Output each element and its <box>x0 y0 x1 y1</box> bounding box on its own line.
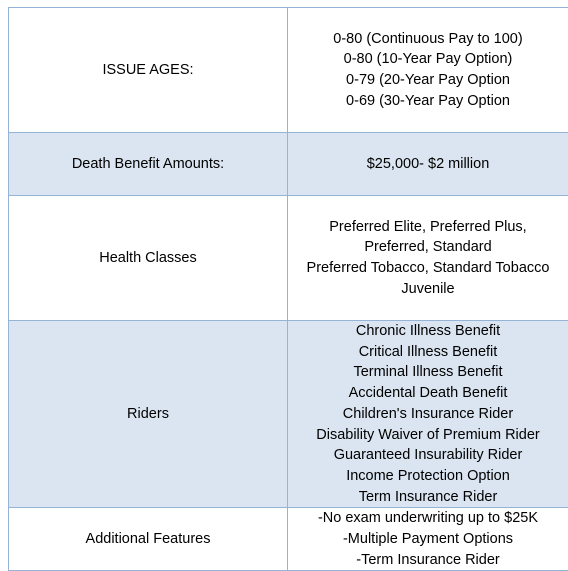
value-riders <box>288 321 568 508</box>
value-additional-features <box>288 508 568 571</box>
value-death-benefit-amounts <box>288 133 568 196</box>
issue-ages-line: 0-80 (10-Year Pay Option) <box>343 51 513 68</box>
rider-line: Guaranteed Insurability Rider <box>333 447 523 464</box>
health-class-line: Preferred Elite, Preferred Plus, <box>329 218 527 235</box>
product-features-table <box>8 7 568 571</box>
feature-line: -Term Insurance Rider <box>356 551 500 568</box>
health-class-line: Preferred Tobacco, Standard Tobacco <box>306 260 550 276</box>
rider-line: Term Insurance Rider <box>358 488 498 505</box>
feature-line: -No exam underwriting up to $25K <box>317 510 539 527</box>
label-health-classes: Health Classes <box>9 196 288 321</box>
rider-line: Critical Illness Benefit <box>358 343 498 360</box>
row-additional-features <box>9 508 568 571</box>
rider-line: Accidental Death Benefit <box>348 385 508 402</box>
value-health-classes <box>288 196 568 321</box>
issue-ages-line: 0-69 (30-Year Pay Option <box>346 92 510 109</box>
label-additional-features: Additional Features <box>9 508 288 571</box>
health-class-line: Juvenile <box>401 280 455 297</box>
row-health-classes <box>9 196 568 321</box>
rider-line: Chronic Illness Benefit <box>355 323 501 339</box>
feature-line: -Multiple Payment Options <box>342 531 514 548</box>
label-issue-ages: ISSUE AGES: <box>9 8 288 133</box>
rider-line: Children's Insurance Rider <box>342 405 514 422</box>
row-riders <box>9 321 568 508</box>
death-benefit-line: $25,000- $2 million <box>366 155 490 172</box>
label-death-benefit-amounts: Death Benefit Amounts: <box>9 133 288 196</box>
issue-ages-line: 0-79 (20-Year Pay Option <box>346 72 510 88</box>
row-death-benefit-amounts <box>9 133 568 196</box>
rider-line: Terminal Illness Benefit <box>353 364 503 381</box>
issue-ages-line: 0-80 (Continuous Pay to 100) <box>333 30 523 47</box>
rider-line: Disability Waiver of Premium Rider <box>316 426 540 443</box>
row-issue-ages <box>9 8 568 133</box>
health-class-line: Preferred, Standard <box>364 239 492 256</box>
rider-line: Income Protection Option <box>346 467 510 484</box>
label-riders: Riders <box>9 321 288 508</box>
value-issue-ages <box>288 8 568 133</box>
